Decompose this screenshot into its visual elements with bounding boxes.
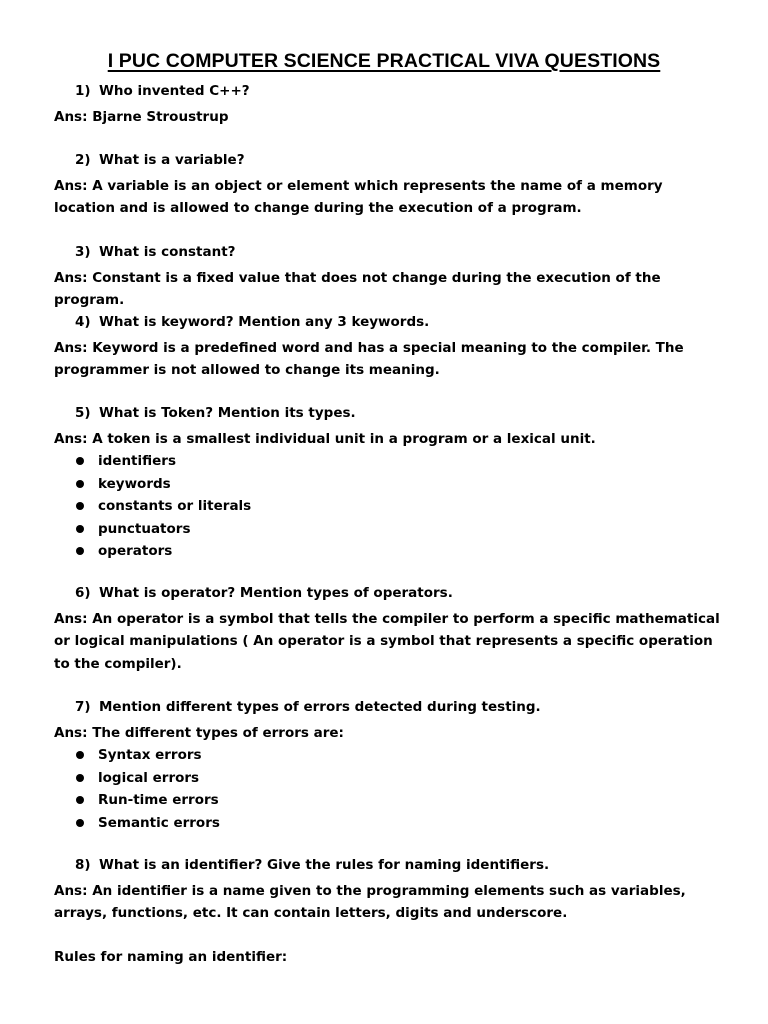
- question-5: 5) What is Token? Mention its types.: [75, 405, 356, 421]
- answer-2: Ans: A variable is an object or element which represents the name of a memory location and is allowed to change during the execution of a program.: [54, 177, 663, 216]
- answer-3: Ans: Constant is a fixed value that does not change during the execution of the program.: [54, 269, 661, 308]
- answer-6: Ans: An operator is a symbol that tells the compiler to perform a specific mathematical or logical manipulations ( An operator is a symbol that represents a specific operation to the compiler).: [54, 610, 720, 672]
- answer-4: Ans: Keyword is a predefined word and has a special meaning to the compiler. The programmer is not allowed to change its meaning.: [54, 339, 684, 378]
- qa-item-8: [54, 854, 724, 925]
- question-4: 4) What is keyword? Mention any 3 keywords.: [75, 314, 430, 330]
- qa-item-7: [54, 696, 724, 834]
- answer-8: Ans: An identifier is a name given to the programming elements such as variables, arrays, functions, etc. It can contain letters, digits and underscore.: [54, 882, 686, 921]
- list-item: punctuators: [54, 518, 724, 541]
- bullet-icon: [76, 457, 84, 465]
- list-item: Run-time errors: [54, 789, 724, 812]
- bullet-icon: [76, 819, 84, 827]
- rules-heading: Rules for naming an identifier:: [54, 949, 288, 965]
- question-3: 3) What is constant?: [75, 244, 236, 260]
- question-6: 6) What is operator? Mention types of operators.: [75, 585, 453, 601]
- bullet-icon: [76, 480, 84, 488]
- bullet-icon: [76, 751, 84, 759]
- question-2: 2) What is a variable?: [75, 152, 245, 168]
- qa-item-4: [54, 311, 724, 382]
- bullet-icon: [76, 796, 84, 804]
- qa-item-6: [54, 582, 724, 675]
- bullet-icon: [76, 525, 84, 533]
- list-item: identifiers: [54, 450, 724, 473]
- qa-item-1: [54, 80, 724, 128]
- qa-item-5: [54, 402, 724, 563]
- list-item: keywords: [54, 473, 724, 496]
- question-7: 7) Mention different types of errors detected during testing.: [75, 699, 541, 715]
- list-item: Semantic errors: [54, 812, 724, 835]
- list-item: logical errors: [54, 767, 724, 790]
- qa-item-2: [54, 149, 724, 220]
- qa-item-3: [54, 241, 724, 312]
- bullet-icon: [76, 547, 84, 555]
- list-item: operators: [54, 540, 724, 563]
- answer-7: Ans: The different types of errors are:: [54, 724, 344, 741]
- question-8: 8) What is an identifier? Give the rules for naming identifiers.: [75, 857, 550, 873]
- token-types-list: [54, 450, 724, 563]
- list-item: constants or literals: [54, 495, 724, 518]
- question-1: 1) Who invented C++?: [75, 83, 250, 99]
- page-title: I PUC COMPUTER SCIENCE PRACTICAL VIVA QUESTIONS: [107, 50, 661, 72]
- bullet-icon: [76, 502, 84, 510]
- answer-1: Ans: Bjarne Stroustrup: [54, 108, 229, 125]
- bullet-icon: [76, 774, 84, 782]
- list-item: Syntax errors: [54, 744, 724, 767]
- answer-5: Ans: A token is a smallest individual unit in a program or a lexical unit.: [54, 430, 596, 447]
- error-types-list: [54, 744, 724, 834]
